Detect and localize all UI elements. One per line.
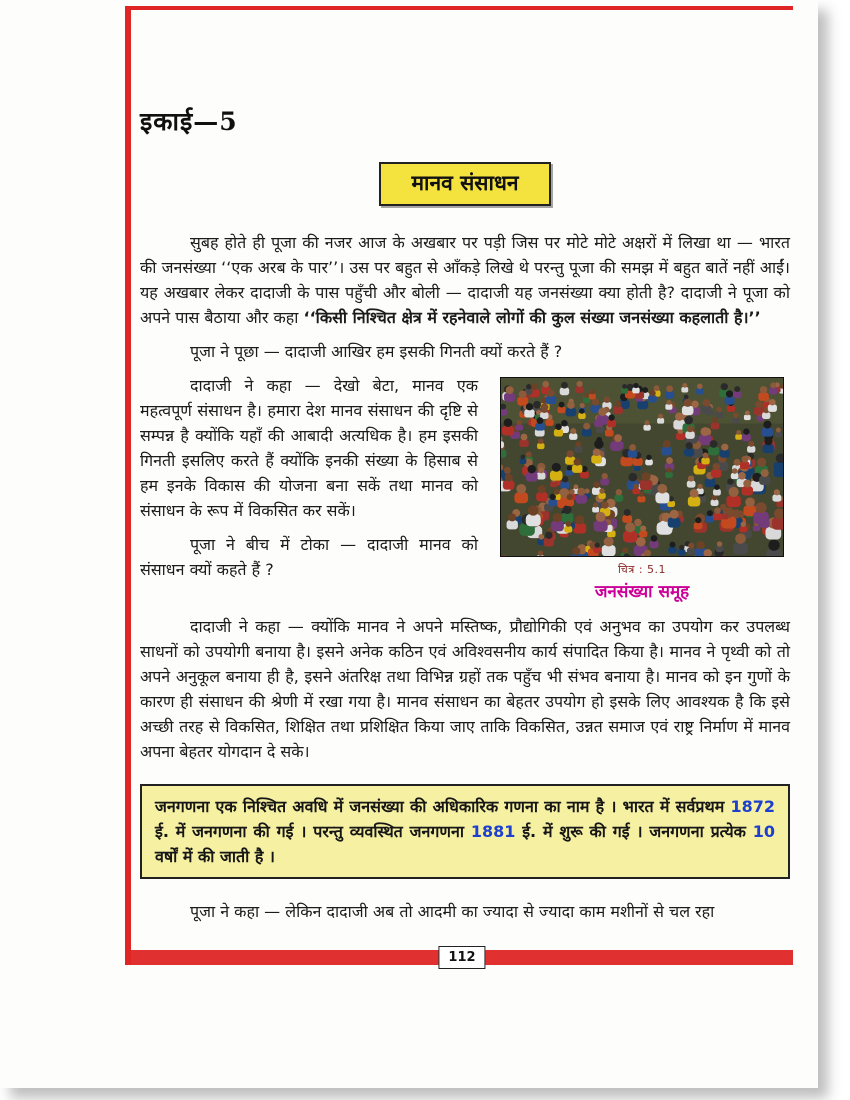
figure-flow bbox=[140, 373, 790, 606]
paragraph-grandpa-2: दादाजी ने कहा — क्योंकि मानव ने अपने मस्तिष्क, प्रौद्योगिकी एवं अनुभव का उपयोग कर उपलब्ध साधनों को उपयोगी बनाया है। इसने अनेक कठिन एवं अविश्वसनीय कार्य संपादित किया है। मानव ने पृथ्वी को तो अपने अनुकूल बनाया ही है, इसने अंतरिक्ष तथा विभिन्न ग्रहों तक पहुँच भी संभव बनाया है। मानव को इन गुणों के कारण ही संसाधन की श्रेणी में रखा गया है। मानव संसाधन का बेहतर उपयोग हो इसके लिए आवश्यक है कि इसे अच्छी तरह से विकसित, शिक्षित तथा प्रशिक्षित किया जाए ताकि विकसित, उन्नत समाज एवं राष्ट्र निर्माण में मानव अपना बेहतर योगदान दे सके। bbox=[140, 617, 790, 761]
paragraph-closing: पूजा ने कहा — लेकिन दादाजी अब तो आदमी का ज्यादा से ज्यादा काम मशीनों से चल रहा bbox=[190, 902, 715, 921]
figure bbox=[494, 377, 790, 602]
info-text-3: ई. में शुरू की गई । जनगणना प्रत्येक bbox=[515, 822, 753, 841]
crowd-photo bbox=[500, 377, 784, 557]
info-text-4: वर्षों में की जाती है । bbox=[155, 847, 275, 866]
page-border-left bbox=[125, 6, 131, 965]
census-year-1872: 1872 bbox=[730, 797, 775, 816]
paragraph-grandpa-1: दादाजी ने कहा — देखो बेटा, मानव एक महत्वपूर्ण संसाधन है। हमारा देश मानव संसाधन की दृष्टि से सम्पन्न है क्योंकि यहाँ की आबादी अत्यधिक है। हम इसकी गिनती इसलिए करते हैं क्योंकि इनकी संख्या के हिसाब से हम इनके विकास की योजना बना सकें तथा मानव को संसाधन के रूप में विकसित कर सकें। bbox=[140, 376, 478, 520]
info-text-1: जनगणना एक निश्चित अवधि में जनसंख्या की अधिकारिक गणना का नाम है । भारत में सर्वप्रथम bbox=[155, 797, 731, 816]
population-definition-bold: ‘‘किसी निश्चित क्षेत्र में रहनेवाले लोगों की कुल संख्या जनसंख्या कहलाती है।’’ bbox=[303, 308, 761, 327]
paragraph-question-1: पूजा ने पूछा — दादाजी आखिर हम इसकी गिनती क्यों करते हैं ? bbox=[190, 342, 563, 361]
page-number: 112 bbox=[438, 946, 485, 969]
census-info-box bbox=[140, 784, 790, 879]
unit-heading: इकाई—5 bbox=[140, 107, 238, 136]
figure-number: चित्र : 5.1 bbox=[617, 563, 667, 576]
paragraph-question-2: पूजा ने बीच में टोका — दादाजी मानव को संसाधन क्यों कहते हैं ? bbox=[140, 535, 478, 579]
chapter-title: मानव संसाधन bbox=[379, 162, 550, 206]
census-year-1881: 1881 bbox=[470, 822, 516, 841]
census-interval-years: 10 bbox=[752, 822, 775, 841]
paragraph-intro-text: सुबह होते ही पूजा की नजर आज के अखबार पर पड़ी जिस पर मोटे मोटे अक्षरों में लिखा था — भारत की जनसंख्या ‘‘एक अरब के पार’’। उस पर बहुत से आँकड़े लिखे थे परन्तु पूजा की समझ में बहुत बातें नहीं आईं। यह अखबार लेकर दादाजी के पास पहुँची और बोली — दादाजी यह जनसंख्या क्या होती है? दादाजी ने पूजा को अपने पास बैठाया और कहा bbox=[140, 233, 790, 327]
footer-bar bbox=[131, 950, 793, 965]
paragraph-intro bbox=[140, 230, 790, 330]
figure-caption: जनसंख्या समूह bbox=[594, 582, 690, 602]
page-content bbox=[140, 0, 790, 924]
info-text-2: ई. में जनगणना की गई । परन्तु व्यवस्थित जनगणना bbox=[155, 822, 471, 841]
crowd-illustration bbox=[501, 378, 783, 556]
